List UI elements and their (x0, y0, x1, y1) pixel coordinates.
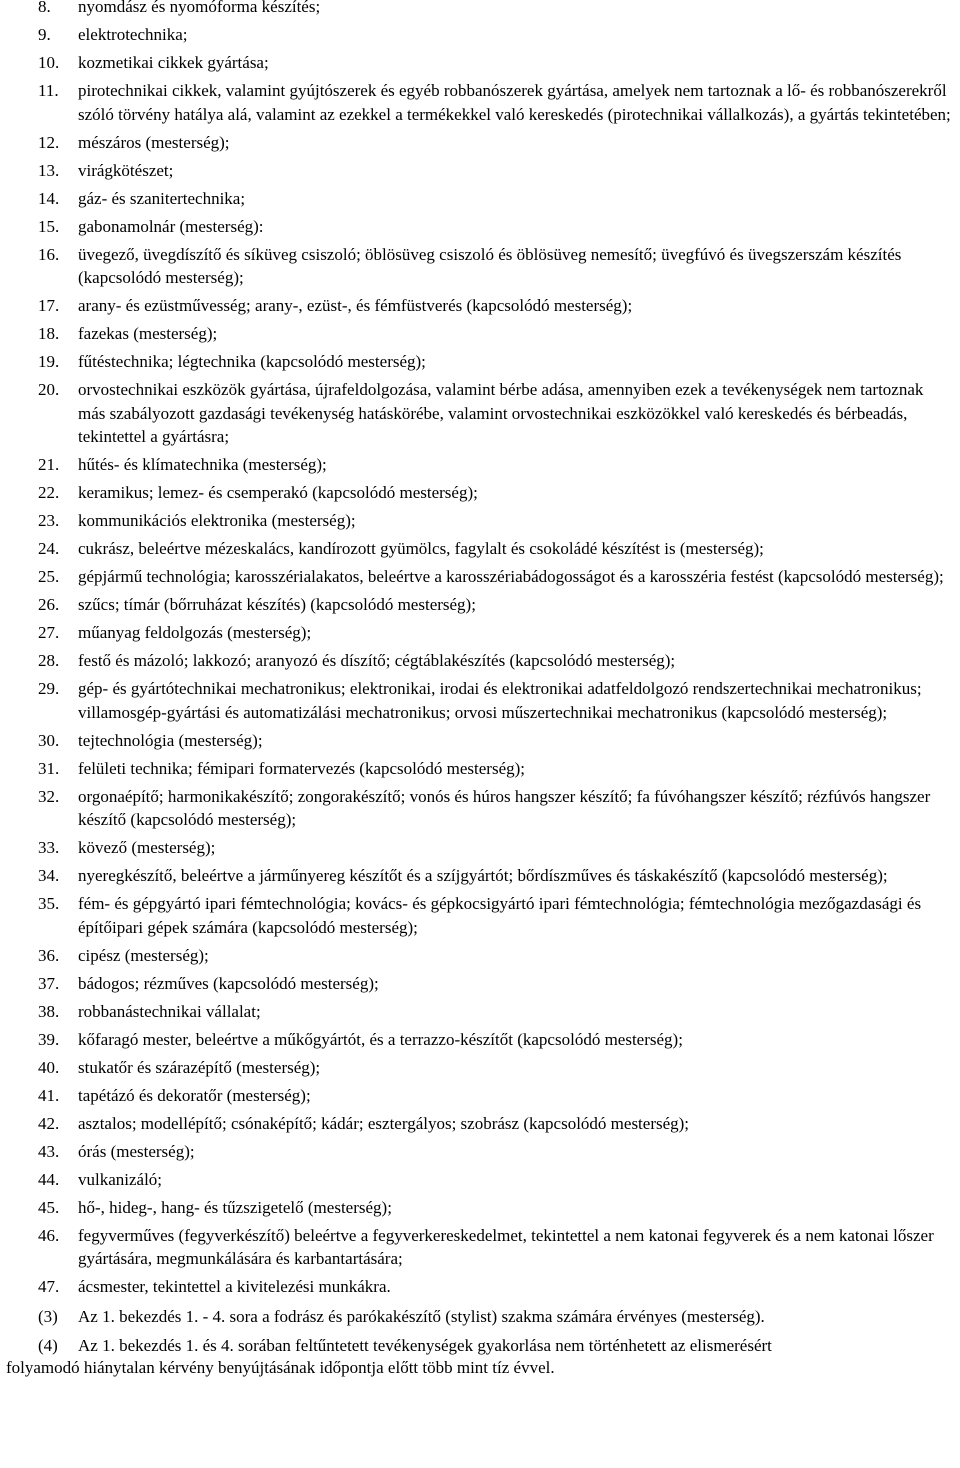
list-item-number: 27. (38, 623, 60, 642)
list-item-number: 22. (38, 483, 60, 502)
list-item (0, 864, 960, 888)
list-item-text: tejtechnológia (mesterség); (78, 730, 263, 750)
list-item-text: hő-, hideg-, hang- és tűzszigetelő (mesterség); (78, 1197, 392, 1217)
list-item-number: 14. (38, 188, 60, 208)
list-item-text: robbanástechnikai vállalat; (78, 1001, 261, 1021)
list-item-text: gépjármű technológia; karosszérialakatos, beleértve a karosszériabádogosságot és a karosszéria festést (kapcsolódó mesterség); (78, 567, 944, 586)
list-item-text: bádogos; rézműves (kapcsolódó mesterség); (78, 973, 379, 993)
list-item (0, 481, 960, 505)
list-item-number: 13. (38, 160, 60, 180)
list-item (0, 729, 960, 753)
list-item-number: 34. (38, 866, 60, 885)
list-item-text: elektrotechnika; (78, 25, 188, 44)
list-item-number: 28. (38, 651, 60, 670)
list-item-text: fűtéstechnika; légtechnika (kapcsolódó mesterség); (78, 352, 426, 371)
list-item (0, 972, 960, 996)
list-item-text: fegyverműves (fegyverkészítő) beleértve a fegyverkereskedelmet, tekintettel a nem katonai fegyverek és a nem katonai lőszer gyártására, megmunkálására és karbantartására; (78, 1225, 934, 1268)
list-item (0, 1028, 960, 1052)
list-item-number: 39. (38, 1029, 60, 1049)
paragraph-number: (4) (38, 1336, 58, 1355)
list-item (0, 378, 960, 449)
list-item (0, 1084, 960, 1108)
list-item-text: pirotechnikai cikkek, valamint gyújtószerek és egyéb robbanószerek gyártása, amelyek nem tartoznak a lő- és robbanószerekről szóló törvény hatálya alá, valamint az ezekkel a termékekkel való kereskedés (pirotechnikai vállalkozás), a gyártás tekintetében; (78, 81, 951, 124)
list-item (0, 509, 960, 533)
list-item-number: 20. (38, 380, 60, 399)
list-item-text: cipész (mesterség); (78, 945, 209, 965)
list-item-number: 31. (38, 758, 60, 778)
list-item (0, 836, 960, 860)
list-item-text: gabonamolnár (mesterség): (78, 216, 264, 236)
list-item-number: 10. (38, 53, 60, 72)
list-item-number: 21. (38, 455, 60, 474)
list-item (0, 1196, 960, 1220)
list-item (0, 0, 960, 19)
list-item (0, 215, 960, 239)
list-item (0, 23, 960, 47)
list-item (0, 322, 960, 346)
list-item-number: 12. (38, 132, 60, 152)
list-item (0, 159, 960, 183)
list-item-text: keramikus; lemez- és csemperakó (kapcsolódó mesterség); (78, 483, 478, 502)
list-item (0, 1056, 960, 1080)
list-item-number: 45. (38, 1197, 60, 1217)
list-item (0, 131, 960, 155)
list-item-number: 8. (38, 0, 51, 16)
list-item (0, 757, 960, 781)
list-item-number: 35. (38, 894, 60, 913)
list-item-text: tapétázó és dekoratőr (mesterség); (78, 1085, 311, 1105)
paragraph-number: (3) (38, 1306, 58, 1326)
list-item-text: gép- és gyártótechnikai mechatronikus; elektronikai, irodai és elektronikai adatfeldolgozó rendszertechnikai mechatronikus; villamosgép-gyártási és automatizálási mechatronikus; orvosi műszertechnikai mechatronikus (kapcsolódó mesterség); (78, 679, 922, 722)
list-item-text: hűtés- és klímatechnika (mesterség); (78, 455, 327, 474)
list-item-number: 36. (38, 945, 60, 965)
list-item-number: 46. (38, 1225, 60, 1245)
list-item-number: 33. (38, 838, 60, 857)
list-item (0, 350, 960, 374)
list-item-number: 11. (38, 81, 59, 100)
list-item-number: 15. (38, 216, 60, 236)
list-item-number: 30. (38, 730, 60, 750)
list-item (0, 1168, 960, 1192)
list-item-number: 41. (38, 1085, 60, 1105)
list-item-number: 29. (38, 679, 60, 698)
list-item-text: ácsmester, tekintettel a kivitelezési munkákra. (78, 1277, 391, 1296)
list-item (0, 785, 960, 832)
list-item-text: üvegező, üvegdíszítő és síküveg csiszoló; öblösüveg csiszoló és öblösüveg nemesítő; üvegfúvó és üvegszerszám készítés (kapcsolódó mesterség); (78, 244, 902, 287)
list-item-number: 17. (38, 296, 60, 315)
list-item-text: felületi technika; fémipari formatervezés (kapcsolódó mesterség); (78, 758, 526, 778)
list-item-number: 43. (38, 1141, 60, 1161)
list-item-text: nyomdász és nyomóforma készítés; (78, 0, 321, 16)
list-item (0, 565, 960, 589)
list-item-text: kommunikációs elektronika (mesterség); (78, 511, 356, 530)
list-item (0, 649, 960, 673)
list-item (0, 677, 960, 724)
list-item-text: műanyag feldolgozás (mesterség); (78, 623, 312, 642)
paragraph-text: Az 1. bekezdés 1. - 4. sora a fodrász és parókakészítő (stylist) szakma számára érvényes (mesterség). (78, 1306, 765, 1326)
list-item-text: fém- és gépgyártó ipari fémtechnológia; kovács- és gépkocsigyártó ipari fémtechnológia; fémtechnológia mezőgazdasági és építőipari gépek számára (kapcsolódó mesterség); (78, 894, 922, 937)
list-item-number: 40. (38, 1057, 60, 1077)
list-item (0, 1140, 960, 1164)
list-item (0, 187, 960, 211)
list-item-text: kövező (mesterség); (78, 838, 216, 857)
list-item-number: 9. (38, 25, 51, 44)
list-item (0, 243, 960, 290)
list-item-text: fazekas (mesterség); (78, 324, 218, 343)
list-item (0, 537, 960, 561)
list-item-text: nyeregkészítő, beleértve a járműnyereg készítőt és a szíjgyártót; bőrdíszműves és táskakészítő (kapcsolódó mesterség); (78, 866, 888, 885)
list-item (0, 79, 960, 126)
paragraph-4-continuation: folyamodó hiánytalan kérvény benyújtásának időpontja előtt több mint tíz évvel. (6, 1357, 555, 1377)
list-item-text: asztalos; modellépítő; csónaképítő; kádár; esztergályos; szobrász (kapcsolódó mesterség); (78, 1113, 690, 1133)
list-item-number: 16. (38, 244, 60, 264)
list-item-number: 47. (38, 1277, 60, 1296)
list-item (0, 593, 960, 617)
list-item-number: 26. (38, 595, 60, 614)
list-item-number: 23. (38, 511, 60, 530)
list-item-number: 44. (38, 1169, 60, 1189)
list-item (0, 892, 960, 939)
list-item-number: 37. (38, 973, 60, 993)
list-item-text: gáz- és szanitertechnika; (78, 188, 246, 208)
list-item-text: festő és mázoló; lakkozó; aranyozó és díszítő; cégtáblakészítés (kapcsolódó mesterség); (78, 651, 676, 670)
list-item-text: orvostechnikai eszközök gyártása, újrafeldolgozása, valamint bérbe adása, amennyiben ezek a tevékenységek nem tartoznak más szabályozott gazdasági tevékenység hatáskörébe, valamint orvostechnikai eszközökkel való kereskedés és bérbeadás, tekintettel a gyártásra; (78, 380, 924, 446)
list-item-number: 32. (38, 786, 60, 806)
list-item-text: szűcs; tímár (bőrruházat készítés) (kapcsolódó mesterség); (78, 595, 476, 614)
list-item-text: cukrász, beleértve mézeskalács, kandírozott gyümölcs, fagylalt és csokoládé készítést is (mesterség); (78, 539, 764, 558)
list-item-text: virágkötészet; (78, 160, 174, 180)
list-item-text: kőfaragó mester, beleértve a műkőgyártót, és a terrazzo-készítőt (kapcsolódó mesterség); (78, 1029, 683, 1049)
list-item-number: 19. (38, 352, 60, 371)
list-item-text: vulkanizáló; (78, 1169, 163, 1189)
list-item-text: stukatőr és szárazépítő (mesterség); (78, 1057, 321, 1077)
list-item (0, 1224, 960, 1271)
list-item-text: orgonaépítő; harmonikakészítő; zongorakészítő; vonós és húros hangszer készítő; fa fúvóhangszer készítő; rézfúvós hangszer készítő (kapcsolódó mesterség); (78, 786, 931, 829)
list-item-text: arany- és ezüstművesség; arany-, ezüst-, és fémfüstverés (kapcsolódó mesterség); (78, 296, 633, 315)
list-item-text: kozmetikai cikkek gyártása; (78, 53, 269, 72)
list-item (0, 1275, 960, 1299)
paragraph-4 (0, 1334, 960, 1358)
list-item (0, 621, 960, 645)
list-item (0, 1000, 960, 1024)
list-item-number: 38. (38, 1001, 60, 1021)
list-item-number: 42. (38, 1113, 60, 1133)
list-item (0, 944, 960, 968)
list-item-text: órás (mesterség); (78, 1141, 195, 1161)
paragraph-text: Az 1. bekezdés 1. és 4. sorában feltűntetett tevékenységek gyakorlása nem történhetett az elismerésért (78, 1336, 772, 1355)
list-item (0, 294, 960, 318)
list-item-number: 18. (38, 324, 60, 343)
list-item (0, 51, 960, 75)
list-item-number: 24. (38, 539, 60, 558)
list-item-number: 25. (38, 567, 60, 586)
list-item-text: mészáros (mesterség); (78, 132, 230, 152)
paragraph-3 (0, 1305, 960, 1329)
list-item (0, 1112, 960, 1136)
list-item (0, 453, 960, 477)
